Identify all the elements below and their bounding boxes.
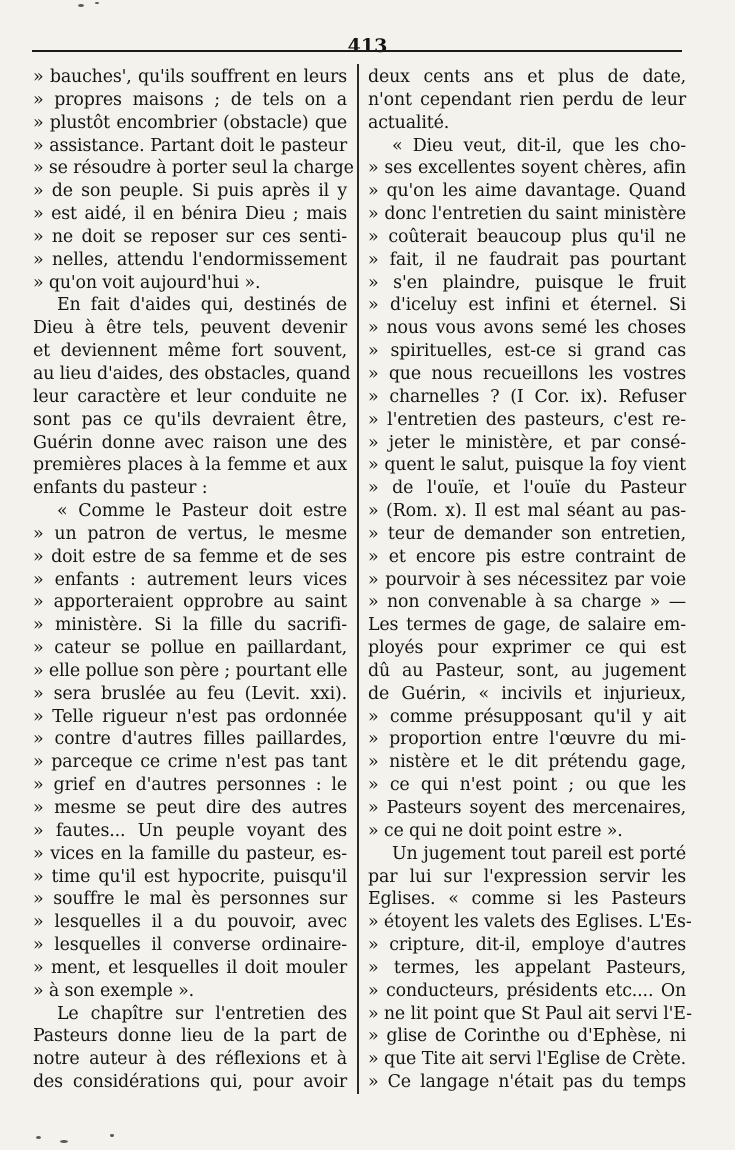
text-line: » (Rom. x). Il est mal séant au pas-	[368, 501, 686, 522]
text-line: » contre d'autres filles paillardes,	[33, 729, 347, 750]
text-line: » bauches', qu'ils souffrent en leurs	[33, 67, 347, 87]
quote-start-line: « Dieu veut, dit-il, que les cho-	[392, 135, 686, 156]
text-line: » à son exemple ».	[33, 980, 195, 1001]
text-line: et deviennent même fort souvent,	[33, 341, 347, 362]
scan-speck	[95, 2, 99, 4]
text-line: dû au Pasteur, sont, au jugement	[368, 660, 686, 681]
text-line: par lui sur l'expression servir les	[368, 866, 686, 887]
text-line: » et encore pis estre contraint de	[368, 546, 686, 567]
text-line: » teur de demander son entretien,	[368, 523, 686, 544]
text-line: » Pasteurs soyent des mercenaires,	[368, 798, 686, 818]
text-line: ployés pour exprimer ce qui est	[368, 638, 686, 659]
text-line: » que Tite ait servi l'Eglise de Crète.	[368, 1049, 686, 1070]
text-line: » de son peuple. Si puis après il y	[33, 181, 347, 202]
text-line: » un patron de vertus, le mesme	[33, 523, 347, 544]
text-line: » sera bruslée au feu (Levit. xxi).	[33, 683, 347, 704]
text-line: » nous vous avons semé les choses	[368, 318, 686, 339]
text-line: » est aidé, il en bénira Dieu ; mais	[33, 204, 347, 225]
text-line: » apporteraient opprobre au saint	[33, 592, 347, 613]
text-line: » fautes... Un peuple voyant des	[33, 820, 347, 841]
text-line: » ce qui ne doit point estre ».	[368, 820, 623, 841]
text-line: Guérin donne avec raison une des	[33, 432, 347, 453]
paragraph-start-line: Le chapître sur l'entretien des	[57, 1003, 347, 1024]
text-line: » termes, les appelant Pasteurs,	[368, 957, 686, 978]
scan-speck	[36, 1136, 41, 1139]
text-line: au lieu d'aides, des obstacles, quand	[33, 363, 351, 384]
text-line: » de l'ouïe, et l'ouïe du Pasteur	[368, 478, 686, 499]
text-line: notre auteur à des réflexions et à	[33, 1049, 347, 1070]
text-line: » qu'on voit aujourd'hui ».	[33, 272, 261, 293]
text-line: actualité.	[368, 112, 450, 133]
paragraph-start-line: Un jugement tout pareil est porté	[392, 843, 686, 864]
text-line: » quent le salut, puisque la foy vient	[368, 455, 686, 476]
column-divider	[357, 64, 359, 1094]
text-line: leur caractère et leur conduite ne	[33, 386, 347, 407]
text-line: » ne doit se reposer sur ces senti-	[33, 226, 347, 247]
right-column	[368, 66, 692, 1094]
text-line: » plustôt encombrier (obstacle) que	[33, 112, 347, 133]
text-line: » lesquelles il a du pouvoir, avec	[33, 912, 347, 933]
left-column	[33, 66, 354, 1094]
text-line: » nelles, attendu l'endormissement	[33, 249, 347, 270]
text-line: » coûterait beaucoup plus qu'il ne	[368, 226, 686, 247]
text-line: » Telle rigueur n'est pas ordonnée	[33, 706, 347, 727]
text-line: » pourvoir à ses nécessitez par voie	[368, 569, 686, 590]
text-line: » souffre le mal ès personnes sur	[33, 889, 347, 910]
text-line: » comme présupposant qu'il y ait	[368, 706, 686, 727]
text-line: » assistance. Partant doit le pasteur	[33, 135, 347, 156]
text-line: » non convenable à sa charge » —	[368, 592, 686, 613]
scan-speck	[110, 1134, 114, 1137]
text-line: Les termes de gage, de salaire em-	[368, 615, 686, 636]
text-line: » charnelles ? (I Cor. ix). Refuser	[368, 386, 686, 407]
text-line: » se résoudre à porter seul la charge	[33, 158, 354, 179]
text-line: » mesme se peut dire des autres	[33, 798, 347, 818]
text-line: » enfants : autrement leurs vices	[33, 569, 347, 590]
text-line: » lesquelles il converse ordinaire-	[33, 935, 347, 956]
text-line: » spirituelles, est-ce si grand cas	[368, 341, 686, 362]
text-line: » proportion entre l'œuvre du mi-	[368, 729, 686, 750]
text-line: » ses excellentes soyent chères, afin	[368, 158, 686, 179]
text-line: » Ce langage n'était pas du temps	[368, 1072, 686, 1093]
text-line: premières places à la femme et aux	[33, 455, 347, 476]
text-line: » cateur se pollue en paillardant,	[33, 638, 347, 659]
text-line: » elle pollue son père ; pourtant elle	[33, 660, 348, 681]
text-line: Eglises. « comme si les Pasteurs	[368, 889, 686, 910]
text-line: » que nous recueillons les vostres	[368, 363, 686, 384]
text-line: » cripture, dit-il, employe d'autres	[368, 935, 686, 956]
text-line: » nistère et le dit prétendu gage,	[368, 752, 686, 773]
text-line: » time qu'il est hypocrite, puisqu'il	[33, 866, 347, 887]
text-line: » glise de Corinthe ou d'Ephèse, ni	[368, 1026, 686, 1047]
text-line: » d'iceluy est infini et éternel. Si	[368, 295, 686, 316]
text-line: » grief en d'autres personnes : le	[33, 775, 347, 796]
text-line: sont pas ce qu'ils devraient être,	[33, 409, 347, 430]
text-line: » ment, et lesquelles il doit mouler	[33, 957, 347, 978]
text-line: » conducteurs, présidents etc.... On	[368, 980, 686, 1001]
quote-start-line: « Comme le Pasteur doit estre	[57, 501, 347, 522]
text-line: » propres maisons ; de tels on a	[33, 89, 347, 110]
scan-speck	[78, 4, 84, 7]
text-line: » ce qui n'est point ; ou que les	[368, 775, 686, 796]
text-line: » parceque ce crime n'est pas tant	[33, 752, 347, 773]
text-line: enfants du pasteur :	[33, 478, 208, 499]
text-line: » qu'on les aime davantage. Quand	[368, 181, 686, 202]
text-line: n'ont cependant rien perdu de leur	[368, 89, 686, 110]
text-line: deux cents ans et plus de date,	[368, 67, 686, 87]
text-line: Dieu à être tels, peuvent devenir	[33, 318, 347, 339]
text-line: » ministère. Si la fille du sacrifi-	[33, 615, 347, 636]
text-line: » ne lit point que St Paul ait servi l'E-	[368, 1003, 692, 1024]
text-line: » s'en plaindre, puisque le fruit	[368, 272, 686, 293]
text-line: » doit estre de sa femme et de ses	[33, 546, 347, 567]
text-line: Pasteurs donne lieu de la part de	[33, 1026, 347, 1047]
header-rule	[32, 50, 682, 52]
text-line: » donc l'entretien du saint ministère	[368, 204, 686, 225]
text-line: » vices en la famille du pasteur, es-	[33, 843, 347, 864]
scan-speck	[60, 1140, 68, 1143]
text-line: » l'entretien des pasteurs, c'est re-	[368, 409, 686, 430]
text-line: » jeter le ministère, et par consé-	[368, 432, 686, 453]
page-number: 413	[347, 35, 388, 57]
text-line: de Guérin, « incivils et injurieux,	[368, 683, 686, 704]
text-line: des considérations qui, pour avoir	[33, 1072, 347, 1093]
text-line: » fait, il ne faudrait pas pourtant	[368, 249, 686, 270]
text-line: » étoyent les valets des Eglises. L'Es-	[368, 912, 692, 933]
paragraph-start-line: En fait d'aides qui, destinés de	[57, 295, 347, 316]
